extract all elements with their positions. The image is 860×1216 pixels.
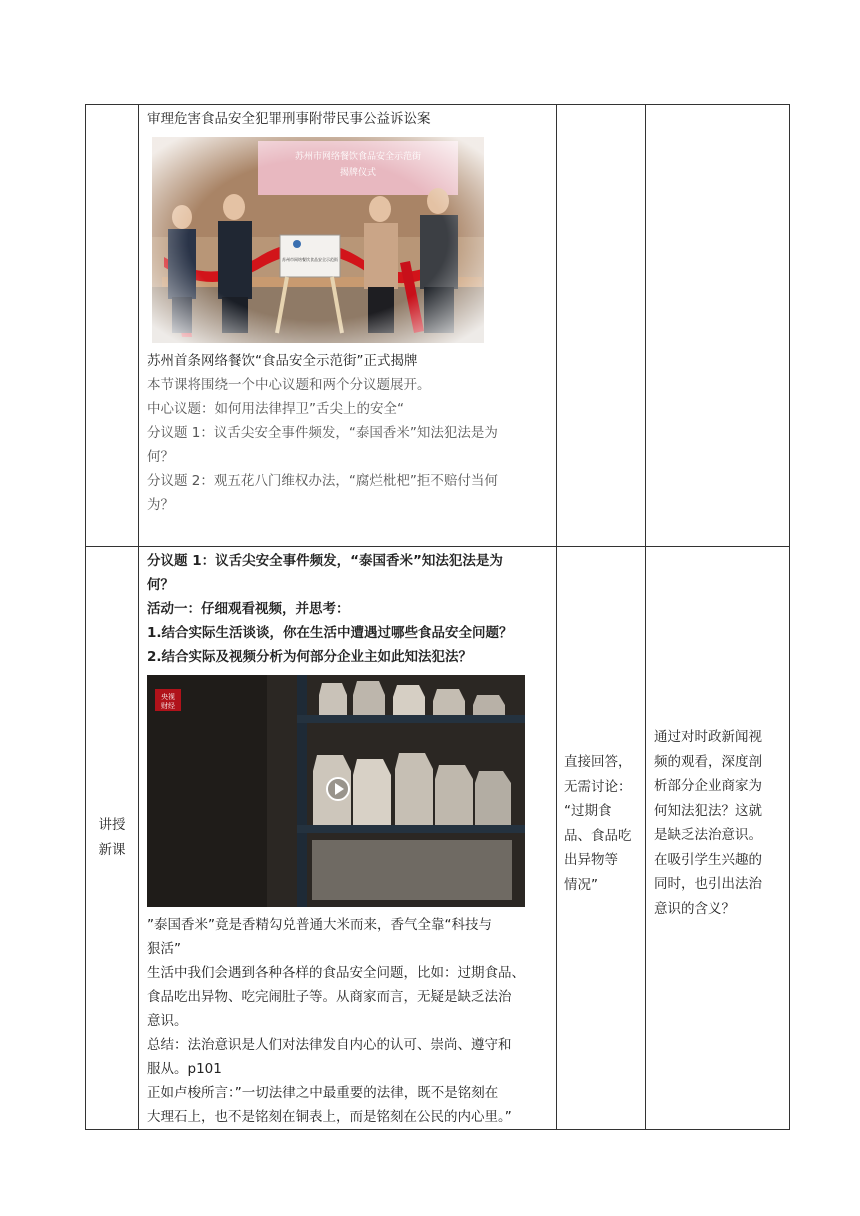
video-player[interactable] [147, 675, 525, 907]
intent-line: 频的观看，深度剖 [654, 753, 762, 770]
student-line: 直接回答， [564, 754, 632, 770]
paragraph-2-line2: 食品吃出异物、吃完闹肚子等。从商家而言，无疑是缺乏法治 [147, 989, 512, 1005]
table-row [86, 105, 790, 547]
quote-line2: 大理石上，也不是铭刻在铜表上，而是铭刻在公民的内心里。” [147, 1109, 512, 1125]
intent-line: 同时，也引出法治 [654, 876, 762, 892]
banner-line-2: 揭牌仪式 [339, 168, 377, 178]
question-2: 2.结合实际及视频分析为何部分企业主如此知法犯法？ [147, 649, 473, 665]
play-icon[interactable] [327, 778, 349, 800]
stage-label-line1: 讲授 [98, 817, 126, 833]
student-line: “过期食 [564, 803, 612, 819]
case-heading: 审理危害食品安全犯罪刑事附带民事公益诉讼案 [147, 111, 431, 127]
topic-line1: 分议题 1：议舌尖安全事件频发，“泰国香米”知法犯法是为 [147, 553, 503, 569]
banner-line-1: 苏州市网络餐饮食品安全示范街 [294, 152, 422, 162]
stage-label-line2: 新课 [98, 842, 126, 858]
ceremony-photo [152, 137, 484, 343]
content-cell [139, 105, 557, 547]
table-row [86, 547, 790, 1130]
paragraph-1-line1: ”泰国香米”竟是香精勾兑普通大米而来，香气全靠“科技与 [147, 917, 492, 933]
student-line: 品、食品吃 [564, 827, 632, 844]
design-intent-cell-empty [646, 105, 790, 547]
sub-topic-2-line2: 为？ [147, 497, 174, 513]
topic-line2: 何？ [147, 577, 174, 593]
sub-topic-1-line2: 何？ [147, 449, 174, 465]
design-intent-cell [646, 547, 790, 1130]
activity-heading: 活动一：仔细观看视频，并思考： [147, 601, 350, 617]
sub-topic-1-line1: 分议题 1：议舌尖安全事件频发，“泰国香米”知法犯法是为 [147, 425, 498, 441]
intent-line: 意识的含义？ [654, 900, 735, 917]
intent-line: 通过对时政新闻视 [654, 729, 762, 745]
ceremony-photo-graphic [152, 137, 484, 343]
summary-line2: 服从。p101 [147, 1061, 222, 1077]
student-line: 无需讨论： [564, 778, 632, 795]
lesson-plan-table [85, 104, 790, 1130]
plaque-text: 苏州市网络餐饮食品安全示范街 [282, 257, 338, 262]
video-logo-line1: 央视 [161, 693, 175, 701]
paragraph-2-line1: 生活中我们会遇到各种各样的食品安全问题，比如：过期食品、 [147, 965, 525, 981]
stage-cell-empty [86, 105, 139, 547]
student-line: 出异物等 [564, 852, 618, 868]
video-logo-line2: 财经 [161, 702, 175, 710]
student-activity-cell [557, 547, 646, 1130]
intent-line: 何知法犯法？这就 [654, 802, 762, 819]
paragraph-1-line2: 狠活” [147, 941, 181, 957]
stage-cell [86, 547, 139, 1130]
video-frame [147, 675, 525, 907]
photo-caption: 苏州首条网络餐饮“食品安全示范街”正式揭牌 [147, 353, 418, 369]
intent-line: 是缺乏法治意识。 [654, 827, 762, 843]
content-cell [139, 547, 557, 1130]
student-activity-cell-empty [557, 105, 646, 547]
paragraph-2-line3: 意识。 [147, 1013, 188, 1029]
student-line: 情况” [564, 876, 598, 893]
intent-line: 在吸引学生兴趣的 [654, 851, 762, 868]
central-topic: 中心议题：如何用法律捍卫”舌尖上的安全“ [147, 401, 404, 417]
intro-text: 本节课将围绕一个中心议题和两个分议题展开。 [147, 377, 431, 393]
summary-line1: 总结：法治意识是人们对法律发自内心的认可、崇尚、遵守和 [147, 1037, 512, 1053]
intent-line: 析部分企业商家为 [654, 778, 762, 794]
question-1: 1.结合实际生活谈谈，你在生活中遭遇过哪些食品安全问题？ [147, 625, 513, 641]
sub-topic-2-line1: 分议题 2：观五花八门维权办法，“腐烂枇杷”拒不赔付当何 [147, 473, 498, 489]
quote-line1: 正如卢梭所言：”一切法律之中最重要的法律，既不是铭刻在 [147, 1085, 499, 1101]
